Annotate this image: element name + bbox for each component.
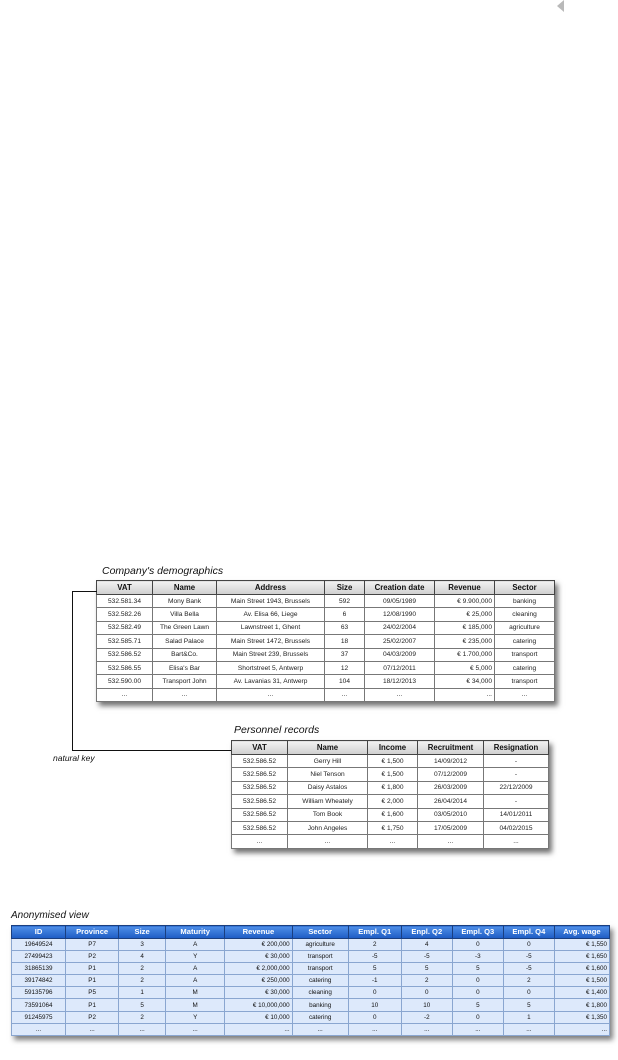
table-cell: 532.586.52 <box>232 821 288 834</box>
table-cell: Villa Bella <box>153 608 217 621</box>
table-cell: € 1,600 <box>368 808 418 821</box>
table-cell: € 2,000 <box>368 795 418 808</box>
table-cell: 0 <box>348 1011 401 1023</box>
table-cell: 10 <box>348 999 401 1011</box>
table-cell: Mony Bank <box>153 595 217 608</box>
column-header: Size <box>325 581 365 595</box>
table-cell: € 1,800 <box>368 781 418 794</box>
table-row <box>232 821 549 834</box>
personnel-records-title: Personnel records <box>234 724 320 736</box>
table-cell: 0 <box>452 975 503 987</box>
table-cell: 12/08/1990 <box>365 608 435 621</box>
table-cell: ... <box>217 688 325 701</box>
table-cell: 1 <box>503 1011 554 1023</box>
table-cell: - <box>484 755 549 768</box>
table-row <box>232 768 549 781</box>
table-row <box>232 808 549 821</box>
table-cell: ... <box>503 1023 554 1035</box>
table-cell: 09/05/1989 <box>365 595 435 608</box>
column-header: VAT <box>232 741 288 755</box>
table-row <box>97 661 555 674</box>
table-cell: € 1,600 <box>554 962 609 974</box>
table-cell: ... <box>368 835 418 848</box>
table-cell: 03/05/2010 <box>418 808 484 821</box>
table-cell: € 1.700,000 <box>435 648 495 661</box>
table-cell: -2 <box>401 1011 452 1023</box>
table-cell: Transport John <box>153 675 217 688</box>
table-cell: 91245975 <box>12 1011 66 1023</box>
table-cell: € 1,500 <box>554 975 609 987</box>
table-cell: € 10,000,000 <box>225 999 292 1011</box>
table-cell: 73591064 <box>12 999 66 1011</box>
table-cell: 0 <box>452 938 503 950</box>
table-cell: 12 <box>325 661 365 674</box>
table-cell: 31865139 <box>12 962 66 974</box>
table-cell: € 10,000 <box>225 1011 292 1023</box>
table-row <box>97 635 555 648</box>
table-row <box>232 755 549 768</box>
table-row <box>97 688 555 701</box>
column-header: Resignation <box>484 741 549 755</box>
table-row <box>12 950 610 962</box>
table-cell: ... <box>119 1023 166 1035</box>
table-cell: 0 <box>452 987 503 999</box>
company-demographics-title: Company's demographics <box>102 565 224 577</box>
table-cell: Tom Book <box>288 808 368 821</box>
table-cell: P2 <box>66 950 119 962</box>
natural-key-connector-bottom <box>72 750 232 751</box>
table-cell: -5 <box>503 962 554 974</box>
table-cell: P5 <box>66 987 119 999</box>
table-cell: agriculture <box>292 938 348 950</box>
natural-key-connector-top <box>72 591 97 592</box>
table-cell: ... <box>288 835 368 848</box>
column-header: Creation date <box>365 581 435 595</box>
table-cell: 22/12/2009 <box>484 781 549 794</box>
table-cell: 104 <box>325 675 365 688</box>
table-cell: ... <box>435 688 495 701</box>
table-cell: 5 <box>119 999 166 1011</box>
table-header-row <box>97 581 555 595</box>
column-header: Maturity <box>166 926 225 939</box>
table-row <box>12 999 610 1011</box>
table-cell: 532.582.26 <box>97 608 153 621</box>
table-cell: 37 <box>325 648 365 661</box>
table-cell: ... <box>12 1023 66 1035</box>
table-row <box>97 608 555 621</box>
table-cell: 532.582.49 <box>97 621 153 634</box>
table-cell: ... <box>97 688 153 701</box>
table-cell: 0 <box>401 987 452 999</box>
table-cell: Lawnstreet 1, Ghent <box>217 621 325 634</box>
table-cell: 18 <box>325 635 365 648</box>
table-cell: Bart&Co. <box>153 648 217 661</box>
table-cell: 14/09/2012 <box>418 755 484 768</box>
column-header: Revenue <box>435 581 495 595</box>
table-cell: 2 <box>119 975 166 987</box>
table-cell: ... <box>554 1023 609 1035</box>
table-cell: 39174842 <box>12 975 66 987</box>
table-header-row <box>12 926 610 939</box>
table-cell: transport <box>292 950 348 962</box>
table-cell: -5 <box>348 950 401 962</box>
table-cell: Y <box>166 950 225 962</box>
table-cell: 0 <box>348 987 401 999</box>
table-cell: 3 <box>119 938 166 950</box>
table-header-row <box>232 741 549 755</box>
table-cell: 532.581.34 <box>97 595 153 608</box>
table-cell: ... <box>153 688 217 701</box>
table-cell: The Green Lawn <box>153 621 217 634</box>
table-cell: € 5,000 <box>435 661 495 674</box>
column-header: Name <box>153 581 217 595</box>
table-cell: 04/02/2015 <box>484 821 549 834</box>
table-row <box>12 975 610 987</box>
table-cell: Salad Palace <box>153 635 217 648</box>
table-cell: -3 <box>452 950 503 962</box>
table-cell: 5 <box>452 962 503 974</box>
table-cell: P7 <box>66 938 119 950</box>
table-row <box>97 595 555 608</box>
table-cell: 6 <box>325 608 365 621</box>
table-cell: A <box>166 962 225 974</box>
column-header: Empl. Q4 <box>503 926 554 939</box>
table-cell: banking <box>495 595 555 608</box>
table-cell: ... <box>348 1023 401 1035</box>
table-row <box>12 1023 610 1035</box>
table-cell: 4 <box>119 950 166 962</box>
table-cell: € 1,650 <box>554 950 609 962</box>
table-cell: 04/03/2009 <box>365 648 435 661</box>
table-cell: 0 <box>503 938 554 950</box>
table-cell: A <box>166 975 225 987</box>
table-cell: € 200,000 <box>225 938 292 950</box>
table-cell: transport <box>495 648 555 661</box>
table-cell: € 1,500 <box>368 768 418 781</box>
column-header: Empl. Q3 <box>452 926 503 939</box>
table-cell: Main Street 239, Brussels <box>217 648 325 661</box>
table-row <box>97 621 555 634</box>
table-row <box>12 962 610 974</box>
column-header: Recruitment <box>418 741 484 755</box>
table-row <box>97 675 555 688</box>
table-cell: P1 <box>66 962 119 974</box>
column-header: Sector <box>292 926 348 939</box>
table-cell: A <box>166 938 225 950</box>
table-cell: Shortstreet 5, Antwerp <box>217 661 325 674</box>
table-cell: 1 <box>119 987 166 999</box>
table-cell: -5 <box>401 950 452 962</box>
personnel-records-table <box>231 740 549 849</box>
table-cell: ... <box>495 688 555 701</box>
column-header: Avg. wage <box>554 926 609 939</box>
table-cell: 532.586.52 <box>97 648 153 661</box>
table-cell: 26/03/2009 <box>418 781 484 794</box>
table-cell: - <box>484 768 549 781</box>
table-cell: ... <box>452 1023 503 1035</box>
table-cell: 07/12/2011 <box>365 661 435 674</box>
table-cell: catering <box>495 635 555 648</box>
table-cell: Y <box>166 1011 225 1023</box>
table-cell: Daisy Astalos <box>288 781 368 794</box>
table-row <box>12 938 610 950</box>
table-row <box>232 795 549 808</box>
table-cell: John Angeles <box>288 821 368 834</box>
table-cell: € 1,550 <box>554 938 609 950</box>
table-cell: agriculture <box>495 621 555 634</box>
table-cell: Niel Tenson <box>288 768 368 781</box>
table-cell: Av. Elisa 66, Liege <box>217 608 325 621</box>
table-cell: ... <box>232 835 288 848</box>
table-cell: 0 <box>452 1011 503 1023</box>
table-cell: -1 <box>348 975 401 987</box>
table-cell: € 30,000 <box>225 987 292 999</box>
natural-key-label: natural key <box>53 753 95 763</box>
table-cell: Av. Lavanias 31, Antwerp <box>217 675 325 688</box>
table-cell: 14/01/2011 <box>484 808 549 821</box>
column-header: Province <box>66 926 119 939</box>
table-cell: € 1,500 <box>368 755 418 768</box>
table-cell: € 2,000,000 <box>225 962 292 974</box>
table-cell: 18/12/2013 <box>365 675 435 688</box>
table-cell: catering <box>292 975 348 987</box>
table-cell: 63 <box>325 621 365 634</box>
table-cell: € 30,000 <box>225 950 292 962</box>
column-header: Empl. Q1 <box>348 926 401 939</box>
column-header: Enpl. Q2 <box>401 926 452 939</box>
anonymised-view-title: Anonymised view <box>11 910 89 921</box>
collapse-arrow-icon[interactable] <box>557 0 564 12</box>
table-cell: M <box>166 987 225 999</box>
table-cell: 26/04/2014 <box>418 795 484 808</box>
table-cell: 532.585.71 <box>97 635 153 648</box>
table-cell: - <box>484 795 549 808</box>
column-header: Sector <box>495 581 555 595</box>
table-cell: 2 <box>503 975 554 987</box>
table-cell: 592 <box>325 595 365 608</box>
table-cell: 25/02/2007 <box>365 635 435 648</box>
table-cell: € 1,800 <box>554 999 609 1011</box>
column-header: ID <box>12 926 66 939</box>
table-cell: 4 <box>401 938 452 950</box>
table-cell: 5 <box>401 962 452 974</box>
table-row <box>232 781 549 794</box>
table-cell: € 250,000 <box>225 975 292 987</box>
column-header: VAT <box>97 581 153 595</box>
natural-key-connector-vertical <box>72 591 73 751</box>
table-cell: 532.586.52 <box>232 808 288 821</box>
table-cell: ... <box>325 688 365 701</box>
table-cell: 24/02/2004 <box>365 621 435 634</box>
column-header: Size <box>119 926 166 939</box>
table-cell: 19649524 <box>12 938 66 950</box>
table-cell: € 235,000 <box>435 635 495 648</box>
table-cell: 17/05/2009 <box>418 821 484 834</box>
table-cell: 10 <box>401 999 452 1011</box>
table-cell: € 1,400 <box>554 987 609 999</box>
table-row <box>12 1011 610 1023</box>
table-cell: ... <box>484 835 549 848</box>
table-cell: € 34,000 <box>435 675 495 688</box>
table-cell: catering <box>292 1011 348 1023</box>
table-cell: P1 <box>66 975 119 987</box>
table-cell: catering <box>495 661 555 674</box>
table-row <box>232 835 549 848</box>
table-cell: ... <box>365 688 435 701</box>
table-cell: cleaning <box>495 608 555 621</box>
column-header: Revenue <box>225 926 292 939</box>
table-cell: ... <box>225 1023 292 1035</box>
table-cell: 2 <box>119 962 166 974</box>
table-cell: cleaning <box>292 987 348 999</box>
table-cell: -5 <box>503 950 554 962</box>
table-cell: € 1,750 <box>368 821 418 834</box>
table-cell: 2 <box>119 1011 166 1023</box>
table-cell: Elisa's Bar <box>153 661 217 674</box>
table-cell: € 1,350 <box>554 1011 609 1023</box>
table-cell: € 25,000 <box>435 608 495 621</box>
table-cell: Gerry Hill <box>288 755 368 768</box>
table-cell: 2 <box>348 938 401 950</box>
company-demographics-table <box>96 580 555 702</box>
table-cell: P1 <box>66 999 119 1011</box>
table-cell: ... <box>418 835 484 848</box>
table-cell: 2 <box>401 975 452 987</box>
table-cell: ... <box>66 1023 119 1035</box>
column-header: Name <box>288 741 368 755</box>
table-cell: transport <box>495 675 555 688</box>
table-row <box>97 648 555 661</box>
table-cell: Main Street 1472, Brussels <box>217 635 325 648</box>
column-header: Address <box>217 581 325 595</box>
table-cell: 532.586.52 <box>232 755 288 768</box>
table-cell: Main Street 1943, Brussels <box>217 595 325 608</box>
table-cell: William Wheately <box>288 795 368 808</box>
table-cell: banking <box>292 999 348 1011</box>
table-cell: 5 <box>503 999 554 1011</box>
table-row <box>12 987 610 999</box>
table-cell: 0 <box>503 987 554 999</box>
table-cell: 532.586.52 <box>232 781 288 794</box>
table-cell: € 185,000 <box>435 621 495 634</box>
anonymised-view-table <box>11 925 610 1036</box>
table-cell: ... <box>292 1023 348 1035</box>
table-cell: 59135796 <box>12 987 66 999</box>
table-cell: ... <box>401 1023 452 1035</box>
table-cell: 5 <box>452 999 503 1011</box>
table-cell: 27499423 <box>12 950 66 962</box>
table-cell: € 9.900,000 <box>435 595 495 608</box>
table-cell: transport <box>292 962 348 974</box>
table-cell: 532.590.00 <box>97 675 153 688</box>
table-cell: 07/12/2009 <box>418 768 484 781</box>
table-cell: M <box>166 999 225 1011</box>
table-cell: 532.586.52 <box>232 768 288 781</box>
table-cell: P2 <box>66 1011 119 1023</box>
table-cell: ... <box>166 1023 225 1035</box>
table-cell: 532.586.55 <box>97 661 153 674</box>
table-cell: 532.586.52 <box>232 795 288 808</box>
table-cell: 5 <box>348 962 401 974</box>
column-header: Income <box>368 741 418 755</box>
